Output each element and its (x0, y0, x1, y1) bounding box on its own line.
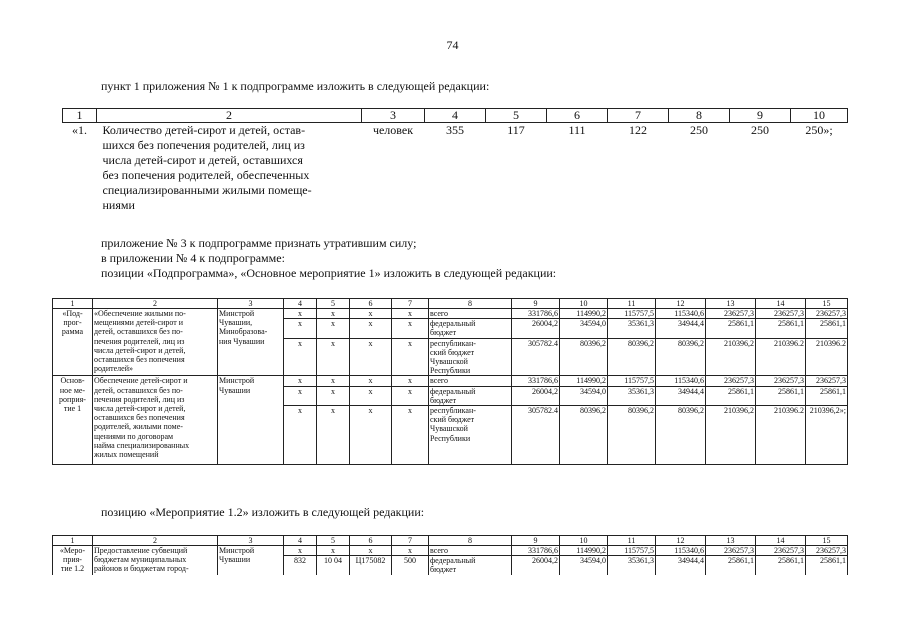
value-cell: 25861,1 (706, 386, 756, 405)
header-cell: 4 (284, 536, 317, 546)
value-cell: 35361,3 (608, 319, 656, 338)
code-cell: x (392, 376, 429, 386)
header-cell: 5 (486, 109, 547, 123)
value-cell: 115340,6 (656, 309, 706, 319)
indicator-line: Количество детей-сирот и детей, остав- (102, 123, 306, 137)
code-cell: x (392, 338, 429, 376)
table-row (53, 309, 848, 319)
indicator-line: шихся без попечения родителей, лиц из (102, 138, 305, 152)
header-cell: 12 (656, 536, 706, 546)
value-cell: 115757,5 (608, 546, 656, 556)
source-cell: республикан- ский бюджет Чувашской Республики (429, 338, 512, 376)
code-cell: x (350, 406, 392, 465)
value-cell: 34944,4 (656, 556, 706, 575)
code-cell: x (284, 406, 317, 465)
source-cell: федеральный бюджет (429, 556, 512, 575)
code-cell: x (392, 309, 429, 319)
code-cell: x (350, 309, 392, 319)
header-cell: 1 (63, 109, 97, 123)
value-cell: 117 (507, 123, 525, 137)
code-cell: x (317, 309, 350, 319)
value-cell: 210396.2 (756, 338, 806, 376)
indicator-line: ниями (102, 198, 135, 212)
paragraph-5: позицию «Мероприятие 1.2» изложить в следующей редакции: (101, 505, 425, 519)
executor-cell: Минстрой Чувашии, Минобразова- ния Чувашии (218, 309, 284, 376)
header-cell: 12 (656, 299, 706, 309)
header-cell: 3 (362, 109, 425, 123)
header-cell: 13 (706, 536, 756, 546)
header-cell: 10 (560, 299, 608, 309)
value-cell: 80396,2 (656, 338, 706, 376)
code-cell: 10 04 (317, 556, 350, 575)
table-row (53, 376, 848, 386)
code-cell: x (284, 546, 317, 556)
header-cell: 7 (392, 299, 429, 309)
header-cell: 10 (560, 536, 608, 546)
value-cell: 26004,2 (512, 556, 560, 575)
value-cell: 25861,1 (706, 556, 756, 575)
code-cell: x (317, 338, 350, 376)
table-funding (52, 298, 848, 465)
header-cell: 2 (97, 109, 362, 123)
header-cell: 8 (429, 299, 512, 309)
value-cell: 236257,3 (706, 309, 756, 319)
value-cell: 114990,2 (560, 376, 608, 386)
header-cell: 15 (806, 299, 848, 309)
value-cell: 80396,2 (608, 406, 656, 465)
code-cell: x (392, 546, 429, 556)
code-cell: x (317, 319, 350, 338)
value-cell: 236257,3 (756, 546, 806, 556)
source-cell: всего (429, 546, 512, 556)
header-cell: 10 (791, 109, 848, 123)
indicator-line: специализированными жилыми помеще- (102, 183, 312, 197)
header-cell: 6 (547, 109, 608, 123)
name-cell: «Обеспечение жилыми по- мещениями детей-сирот и детей, оставшихся без по- печения родителей, лиц из числа детей-сирот и детей, оставшихся без попечения родителей» (93, 309, 218, 376)
value-cell: 34944,4 (656, 386, 706, 405)
code-cell: x (284, 338, 317, 376)
table-header-row (63, 109, 848, 123)
value-cell: 80396,2 (608, 338, 656, 376)
code-cell: 500 (392, 556, 429, 575)
code-cell: x (284, 309, 317, 319)
code-cell: x (350, 546, 392, 556)
value-cell: 35361,3 (608, 386, 656, 405)
indicator-name (97, 123, 362, 214)
value-cell: 26004,2 (512, 386, 560, 405)
value-cell: 210396.2 (756, 406, 806, 465)
header-cell: 4 (284, 299, 317, 309)
value-cell: 236257,3 (706, 546, 756, 556)
table-header-row (53, 536, 848, 546)
value-cell: 250 (751, 123, 769, 137)
header-cell: 7 (392, 536, 429, 546)
value-cell: 236257,3 (806, 376, 848, 386)
position-cell: «Под- прог- рамма (53, 309, 93, 376)
value-cell: 114990,2 (560, 309, 608, 319)
value-cell: 35361,3 (608, 556, 656, 575)
value-cell: 34594,0 (560, 386, 608, 405)
header-cell: 8 (669, 109, 730, 123)
value-cell: 34944,4 (656, 319, 706, 338)
paragraph-2: приложение № 3 к подпрограмме признать утратившим силу; (101, 236, 417, 250)
executor-cell: Минстрой Чувашии (218, 376, 284, 465)
code-cell: x (392, 386, 429, 405)
code-cell: x (317, 406, 350, 465)
name-cell: Предоставление субвенций бюджетам муниципальных районов и бюджетам город- (93, 546, 218, 575)
header-cell: 13 (706, 299, 756, 309)
value-cell: 331786,6 (512, 546, 560, 556)
code-cell: x (317, 386, 350, 405)
value-cell: 80396,2 (656, 406, 706, 465)
source-cell: федеральный бюджет (429, 319, 512, 338)
value-cell: 122 (629, 123, 647, 137)
header-cell: 4 (425, 109, 486, 123)
row-number: «1. (72, 123, 87, 137)
source-cell: республикан- ский бюджет Чувашской Республики (429, 406, 512, 465)
code-cell: x (350, 338, 392, 376)
table-row (53, 546, 848, 556)
value-cell: 210396.2 (806, 338, 848, 376)
value-cell: 25861,1 (806, 386, 848, 405)
value-cell: 26004,2 (512, 319, 560, 338)
paragraph-4: позиции «Подпрограмма», «Основное мероприятие 1» изложить в следующей редакции: (101, 266, 557, 280)
position-cell: Основ- ное ме- роприя- тие 1 (53, 376, 93, 465)
value-cell: 331786,6 (512, 376, 560, 386)
value-cell: 34594,0 (560, 556, 608, 575)
value-cell: 210396,2»; (806, 406, 848, 465)
executor-cell: Минстрой Чувашии (218, 546, 284, 575)
header-cell: 15 (806, 536, 848, 546)
code-cell: x (392, 406, 429, 465)
value-cell: 115757,5 (608, 309, 656, 319)
table-row (63, 123, 848, 214)
value-cell: 25861,1 (756, 386, 806, 405)
name-cell: Обеспечение детей-сирот и детей, оставшихся без по- печения родителей, лиц из числа детей-сирот и детей, оставшихся без попечения родителей, жилыми поме- щениями по договорам найма специализированных жилых помещений (93, 376, 218, 465)
value-cell: 114990,2 (560, 546, 608, 556)
header-cell: 9 (512, 299, 560, 309)
header-cell: 6 (350, 299, 392, 309)
value-cell: 250 (690, 123, 708, 137)
unit-cell: человек (372, 123, 414, 137)
header-cell: 1 (53, 536, 93, 546)
table-measure (52, 535, 848, 575)
value-cell: 331786,6 (512, 309, 560, 319)
code-cell: Ц175082 (350, 556, 392, 575)
source-cell: всего (429, 376, 512, 386)
code-cell: x (284, 376, 317, 386)
header-cell: 5 (317, 299, 350, 309)
code-cell: x (317, 376, 350, 386)
header-cell: 14 (756, 536, 806, 546)
value-cell: 25861,1 (706, 319, 756, 338)
paragraph-3: в приложении № 4 к подпрограмме: (101, 251, 285, 265)
header-cell: 11 (608, 536, 656, 546)
indicator-line: числа детей-сирот и детей, оставшихся (102, 153, 303, 167)
paragraph-1: пункт 1 приложения № 1 к подпрограмме изложить в следующей редакции: (101, 79, 490, 93)
header-cell: 3 (218, 299, 284, 309)
code-cell: x (350, 319, 392, 338)
header-cell: 8 (429, 536, 512, 546)
value-cell: 210396,2 (706, 406, 756, 465)
value-cell: 355 (446, 123, 464, 137)
code-cell: x (350, 386, 392, 405)
value-cell: 250»; (805, 123, 833, 137)
value-cell: 236257,3 (756, 376, 806, 386)
code-cell: x (317, 546, 350, 556)
value-cell: 115757,5 (608, 376, 656, 386)
code-cell: x (350, 376, 392, 386)
value-cell: 305782.4 (512, 338, 560, 376)
position-cell: «Меро- прия- тие 1.2 (53, 546, 93, 575)
code-cell: x (392, 319, 429, 338)
value-cell: 115340,6 (656, 546, 706, 556)
value-cell: 80396,2 (560, 338, 608, 376)
header-cell: 2 (93, 536, 218, 546)
indicator-line: без попечения родителей, обеспеченных (102, 168, 310, 182)
value-cell: 236257,3 (706, 376, 756, 386)
value-cell: 236257,3 (756, 309, 806, 319)
header-cell: 2 (93, 299, 218, 309)
page-number: 74 (446, 38, 459, 52)
table-indicator (62, 108, 848, 213)
value-cell: 115340,6 (656, 376, 706, 386)
value-cell: 25861,1 (756, 556, 806, 575)
value-cell: 80396,2 (560, 406, 608, 465)
value-cell: 111 (568, 123, 586, 137)
header-cell: 7 (608, 109, 669, 123)
header-cell: 1 (53, 299, 93, 309)
value-cell: 25861,1 (806, 556, 848, 575)
value-cell: 210396,2 (706, 338, 756, 376)
value-cell: 34594,0 (560, 319, 608, 338)
table-header-row (53, 299, 848, 309)
value-cell: 236257,3 (806, 546, 848, 556)
value-cell: 305782.4 (512, 406, 560, 465)
header-cell: 14 (756, 299, 806, 309)
header-cell: 9 (730, 109, 791, 123)
value-cell: 236257,3 (806, 309, 848, 319)
value-cell: 25861,1 (806, 319, 848, 338)
code-cell: x (284, 386, 317, 405)
source-cell: всего (429, 309, 512, 319)
header-cell: 11 (608, 299, 656, 309)
code-cell: 832 (284, 556, 317, 575)
header-cell: 6 (350, 536, 392, 546)
header-cell: 9 (512, 536, 560, 546)
header-cell: 5 (317, 536, 350, 546)
value-cell: 25861,1 (756, 319, 806, 338)
code-cell: x (284, 319, 317, 338)
header-cell: 3 (218, 536, 284, 546)
source-cell: федеральный бюджет (429, 386, 512, 405)
